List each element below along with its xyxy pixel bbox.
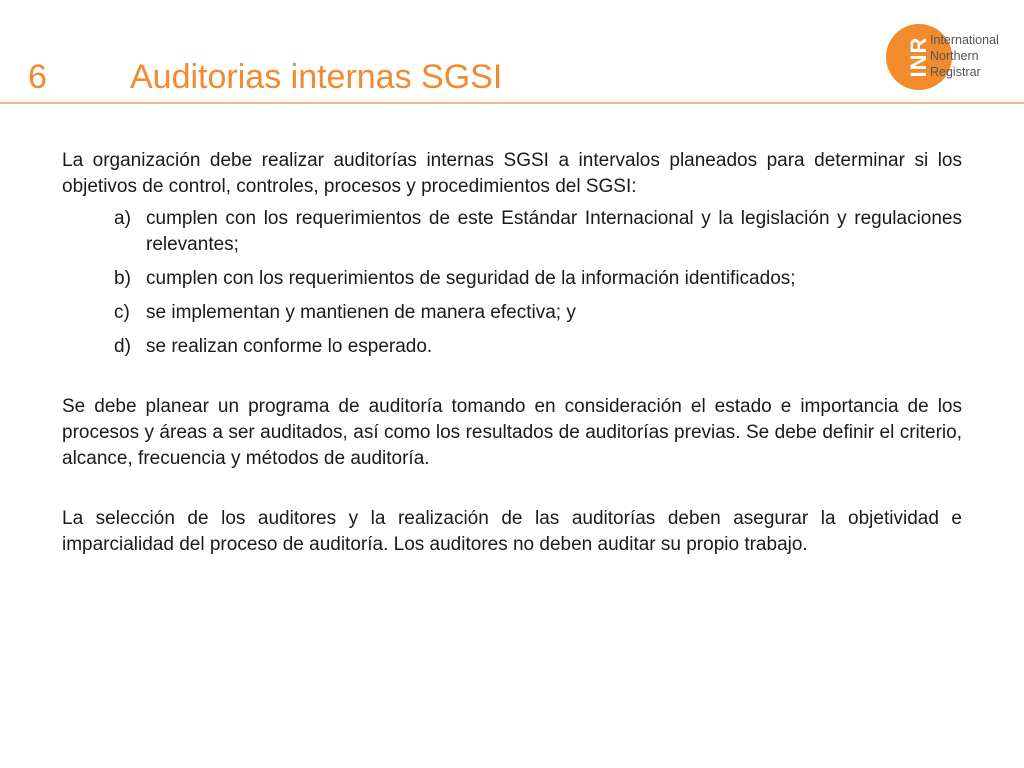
auditor-selection-paragraph: La selección de los auditores y la realización de las auditorías deben asegurar la objetividad e imparcialidad del proceso de auditoría. Los auditores no deben auditar su propio trabajo. [62, 508, 962, 555]
list-item-text: cumplen con los requerimientos de seguridad de la información identificados; [146, 268, 796, 289]
list-marker: d) [114, 336, 131, 357]
header-divider [0, 102, 1024, 104]
inr-logo [886, 24, 1016, 92]
list-item [62, 300, 962, 326]
slide-header [0, 0, 1024, 104]
list-marker: b) [114, 268, 131, 289]
list-marker: c) [114, 302, 130, 323]
list-item [62, 206, 962, 258]
list-item [62, 334, 962, 360]
slide-title: Auditorias internas SGSI [130, 58, 503, 96]
logo-mark: INR [906, 36, 931, 78]
logo-line-northern: Northern [930, 49, 979, 63]
logo-line-international: International [930, 33, 999, 47]
logo-line-registrar: Registrar [930, 65, 981, 79]
list-item-text: se implementan y mantienen de manera efectiva; y [146, 302, 576, 323]
list-item-text: cumplen con los requerimientos de este Estándar Internacional y la legislación y regulaciones relevantes; [146, 208, 962, 255]
slide-number: 6 [28, 58, 47, 96]
list-item [62, 266, 962, 292]
criteria-list [62, 206, 962, 360]
list-marker: a) [114, 208, 131, 229]
list-item-text: se realizan conforme lo esperado. [146, 336, 433, 357]
slide-body [62, 148, 962, 558]
audit-program-paragraph: Se debe planear un programa de auditoría tomando en consideración el estado e importancia de los procesos y áreas a ser auditados, así como los resultados de auditorías previas. Se debe definir el criterio, alcance, frecuencia y métodos de auditoría. [62, 396, 962, 469]
intro-paragraph: La organización debe realizar auditorías internas SGSI a intervalos planeados para determinar si los objetivos de control, controles, procesos y procedimientos del SGSI: [62, 150, 962, 197]
logo-text [930, 32, 999, 80]
